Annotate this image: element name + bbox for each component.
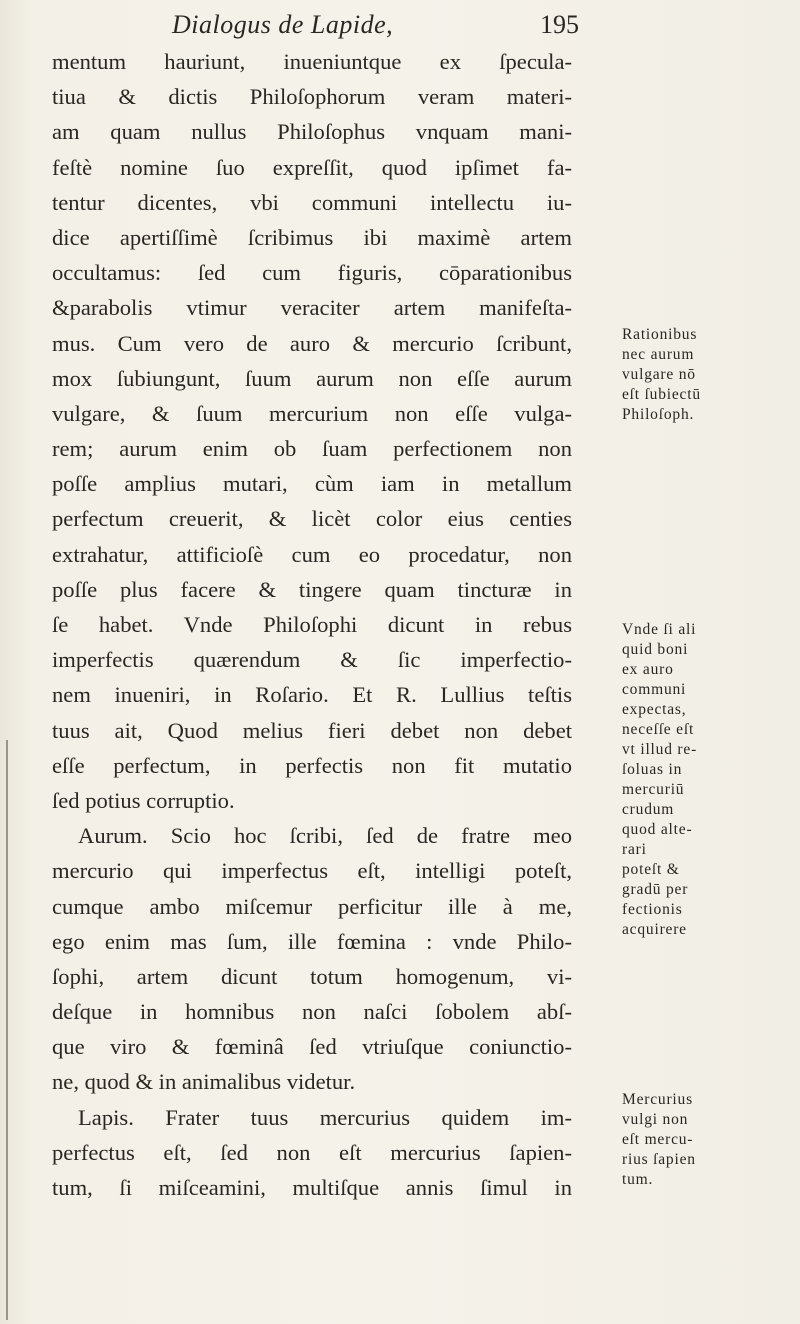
margin-line: quod alte-	[622, 821, 693, 838]
text-line: cumque ambo miſcemur perficitur ille à me,	[52, 893, 572, 919]
text-line: nem inueniri, in Roſario. Et R. Lullius teſtis	[52, 682, 572, 708]
margin-line: fectionis	[622, 901, 683, 918]
margin-line: acquirere	[622, 921, 687, 938]
text-line: Lapis. Frater tuus mercurius quidem im-	[78, 1104, 572, 1130]
margin-line: Vnde ſi ali	[622, 621, 697, 638]
margin-line: Rationibus	[622, 326, 698, 343]
text-line: vulgare, & ſuum mercurium non eſſe vulga-	[52, 400, 572, 426]
text-line: occultamus: ſed cum figuris, cōparationibus	[52, 260, 572, 286]
text-line: mercurio qui imperfectus eſt, intelligi poteſt,	[52, 858, 572, 884]
text-line: tum, ſi miſceamini, multiſque annis ſimul in	[52, 1175, 572, 1200]
text-line: eſſe perfectum, in perfectis non fit mutatio	[52, 752, 572, 778]
page-number: 195	[540, 10, 579, 39]
main-text-block	[52, 44, 572, 1205]
text-line: ſophi, artem dicunt totum homogenum, vi-	[52, 963, 572, 989]
text-line: que viro & fœminâ ſed vtriuſque coniunctio-	[52, 1034, 572, 1060]
margin-line: rius ſapien	[622, 1151, 696, 1168]
margin-line: Philoſoph.	[622, 406, 695, 423]
margin-note-rationibus	[622, 325, 732, 425]
text-line: mentum hauriunt, inueniuntque ex ſpecula-	[52, 49, 572, 74]
margin-line: vulgi non	[622, 1111, 689, 1128]
text-line: poſſe amplius mutari, cùm iam in metallum	[52, 471, 572, 497]
text-line: perfectus eſt, ſed non eſt mercurius ſapien-	[52, 1139, 572, 1165]
margin-line: tum.	[622, 1171, 654, 1188]
margin-line: vulgare nō	[622, 366, 696, 383]
margin-line: quid boni	[622, 641, 689, 658]
text-line: deſque in homnibus non naſci ſobolem abſ-	[52, 999, 572, 1025]
text-line: poſſe plus facere & tingere quam tincturæ in	[52, 576, 572, 602]
text-line: mus. Cum vero de auro & mercurio ſcribunt,	[52, 330, 572, 356]
running-title: Dialogus de Lapide,	[172, 10, 394, 39]
text-line: ne, quod & in animalibus videtur.	[52, 1069, 356, 1095]
margin-line: ex auro	[622, 661, 674, 678]
text-line: am quam nullus Philoſophus vnquam mani-	[52, 119, 572, 145]
page-header	[100, 10, 660, 46]
text-line: ſe habet. Vnde Philoſophi dicunt in rebus	[52, 612, 572, 637]
margin-line: ſoluas in	[622, 761, 683, 778]
margin-line: eſt mercu-	[622, 1131, 694, 1148]
text-line: perfectum creuerit, & licèt color eius centies	[52, 506, 572, 532]
text-line: &parabolis vtimur veraciter artem manifeſta-	[52, 295, 572, 321]
margin-line: vt illud re-	[622, 741, 698, 758]
text-line: imperfectis quærendum & ſic imperfectio-	[52, 647, 572, 673]
text-line: tentur dicentes, vbi communi intellectu iu-	[52, 189, 572, 215]
text-line: feſtè nomine ſuo expreſſit, quod ipſimet fa-	[52, 154, 572, 180]
margin-line: nec aurum	[622, 346, 695, 363]
margin-note-mercurius	[622, 1090, 732, 1190]
text-line: Aurum. Scio hoc ſcribi, ſed de fratre meo	[78, 823, 572, 849]
text-line: dice apertiſſimè ſcribimus ibi maximè artem	[52, 224, 572, 250]
margin-line: rari	[622, 841, 647, 858]
margin-line: eſt ſubiectū	[622, 386, 701, 403]
margin-note-vnde	[622, 620, 732, 940]
margin-line: mercuriū	[622, 781, 685, 798]
margin-line: crudum	[622, 801, 675, 818]
text-line: tuus ait, Quod melius fieri debet non debet	[52, 717, 572, 743]
text-line: rem; aurum enim ob ſuam perfectionem non	[52, 436, 572, 462]
margin-line: gradū per	[622, 881, 689, 898]
page-edge-shadow	[6, 740, 8, 1320]
text-line: ego enim mas ſum, ille fœmina : vnde Philo-	[52, 928, 572, 954]
text-line: ſed potius corruptio.	[52, 787, 235, 813]
text-line: tiua & dictis Philoſophorum veram materi-	[52, 84, 572, 110]
margin-line: neceſſe eſt	[622, 721, 695, 738]
margin-line: Mercurius	[622, 1091, 693, 1108]
margin-line: poteſt &	[622, 861, 680, 878]
margin-line: communi	[622, 681, 687, 698]
text-line: extrahatur, attificioſè cum eo procedatur, non	[52, 541, 572, 567]
margin-line: expectas,	[622, 701, 687, 718]
text-line: mox ſubiungunt, ſuum aurum non eſſe aurum	[52, 365, 572, 391]
